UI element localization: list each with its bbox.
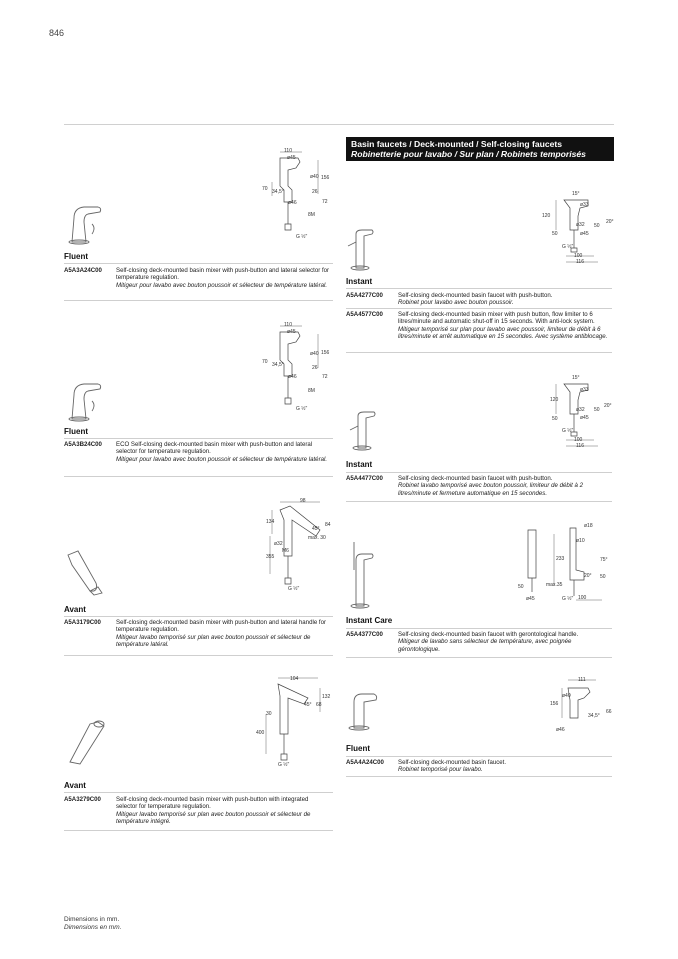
product-name: Instant xyxy=(346,460,373,469)
product-name: Instant xyxy=(346,277,373,286)
product-divider xyxy=(346,628,612,629)
dim-label: 50 xyxy=(518,584,524,590)
dim-label: 156 xyxy=(550,701,559,707)
product-row xyxy=(64,441,333,475)
footer-note-en: Dimensions in mm. xyxy=(64,916,120,923)
dim-label: 20° xyxy=(584,573,592,579)
section-header xyxy=(346,137,614,161)
dim-label: 15° xyxy=(572,375,580,381)
product-desc-en: Self-closing deck-mounted basin faucet with push-button. xyxy=(398,475,553,482)
product-divider xyxy=(64,792,333,793)
product-code: A5A3279C00 xyxy=(64,796,101,803)
product-divider xyxy=(346,308,612,309)
product-desc-fr: Robinet temporisé pour lavabo. xyxy=(398,766,483,774)
product-code: A5A4577C00 xyxy=(346,311,383,318)
product-desc-fr: Mitigeur lavabo temporisé sur plan avec bouton poussoir et sélecteur de température intégré. xyxy=(116,810,311,826)
section-title-en: Basin faucets / Deck-mounted / Self-closing faucets xyxy=(351,139,563,149)
product-name: Instant Care xyxy=(346,616,393,625)
dim-label: 45° xyxy=(304,702,312,708)
product-divider xyxy=(346,756,612,757)
dim-label: 20° xyxy=(606,219,614,225)
product-divider xyxy=(64,616,333,617)
product-desc-en: Self-closing deck-mounted basin mixer with push-button and lateral handle for temperature regulation. xyxy=(116,619,327,634)
dim-label: 8M xyxy=(308,212,315,218)
dim-label: 400 xyxy=(256,730,265,736)
dim-label: ø40 xyxy=(310,351,319,357)
product-code: A5A3179C00 xyxy=(64,619,101,626)
dim-label: 34,5° xyxy=(272,189,284,195)
technical-drawing-icon xyxy=(254,674,338,770)
dim-label: 50 xyxy=(600,574,606,580)
dim-label: G ½" xyxy=(562,428,574,434)
dim-label: ø45 xyxy=(580,415,589,421)
dim-label: 45° xyxy=(312,526,320,532)
dim-label: 116 xyxy=(576,443,584,449)
product-divider xyxy=(64,830,333,831)
technical-drawing-icon xyxy=(510,520,622,606)
dim-label: ø32 xyxy=(576,407,585,413)
product-desc-fr: Mitigeur lavabo temporisé sur plan avec bouton poussoir et sélecteur de température latéral. xyxy=(116,633,311,649)
product-row xyxy=(346,292,612,307)
product-name: Fluent xyxy=(346,744,370,753)
dim-label: 98 xyxy=(300,498,306,504)
dim-label: G ½" xyxy=(278,762,290,768)
dim-label: G ½" xyxy=(296,406,308,412)
product-row xyxy=(346,475,612,501)
faucet-illustration-icon xyxy=(64,718,110,766)
dim-label: 26 xyxy=(312,189,318,195)
dim-label: 116 xyxy=(576,259,584,265)
product-divider xyxy=(64,263,333,264)
product-desc-fr: Mitigeur de lavabo sans sélecteur de température, avec poignée gérontologique. xyxy=(398,638,572,653)
dim-label: 70 xyxy=(262,359,268,365)
product-divider xyxy=(346,472,612,473)
page-number: 846 xyxy=(49,28,65,38)
dim-label: G ½" xyxy=(562,596,574,602)
product-desc-fr: Mitigeur pour lavabo avec bouton poussoir et sélecteur de température latéral. xyxy=(116,455,328,463)
dim-label: 100 xyxy=(574,253,583,259)
product-divider xyxy=(64,476,333,477)
product-divider xyxy=(64,438,333,439)
top-divider xyxy=(64,124,614,125)
dim-label: 100 xyxy=(578,595,587,601)
dim-label: G ½" xyxy=(288,586,300,592)
product-desc-fr: Robinet lavabo temporisé avec bouton poussoir, limiteur de débit à 2 litres/minute et fermeture automatique en 15 secondes. xyxy=(398,482,583,497)
dim-label: 134 xyxy=(266,519,275,525)
dim-label: G ½" xyxy=(296,234,308,240)
dim-label: ø45 xyxy=(580,231,589,237)
dim-label: max.35 xyxy=(546,582,563,588)
technical-drawing-icon xyxy=(548,674,622,740)
dim-label: 8M xyxy=(308,388,315,394)
product-desc-fr: Mitigeur temporisé sur plan pour lavabo avec poussoir, limiteur de débit à 6 litres/minute et arrêt automatique en 15 secondes. Avec système antiblocage. xyxy=(398,325,608,341)
technical-drawing-icon xyxy=(536,370,622,452)
technical-drawing-icon xyxy=(258,320,338,412)
product-divider xyxy=(346,288,612,289)
faucet-illustration-icon xyxy=(62,547,108,597)
product-desc-en: Self-closing deck-mounted basin mixer with push-button with integrated selector for temperature regulation. xyxy=(116,796,309,811)
faucet-illustration-icon xyxy=(342,540,384,610)
product-row xyxy=(346,759,612,775)
technical-drawing-icon xyxy=(262,496,338,594)
dim-label: 156 xyxy=(321,350,330,356)
dim-label: ø45 xyxy=(287,155,296,161)
dim-label: 120 xyxy=(542,213,551,219)
dim-label: 72 xyxy=(322,374,328,380)
product-desc-fr: Mitigeur pour lavabo avec bouton poussoir et sélecteur de température latéral. xyxy=(116,281,328,289)
dim-label: 50 xyxy=(594,407,600,413)
footer-note xyxy=(64,916,121,932)
product-name: Fluent xyxy=(64,427,88,436)
product-divider xyxy=(346,501,612,502)
product-row xyxy=(346,311,612,351)
product-desc-en: Self-closing deck-mounted basin mixer with push button, flow limiter to 6 litres/minute and automatic shut-off in 15 seconds. With anti-lock system. xyxy=(398,311,595,326)
product-row xyxy=(64,619,333,653)
product-name: Avant xyxy=(64,605,86,614)
dim-label: ø32 xyxy=(274,541,283,547)
faucet-illustration-icon xyxy=(62,198,106,244)
dim-label: 233 xyxy=(556,556,565,562)
product-row xyxy=(346,631,612,657)
dim-label: 50 xyxy=(552,416,558,422)
product-divider xyxy=(346,657,612,658)
product-divider xyxy=(64,655,333,656)
dim-label: ø46 xyxy=(288,374,297,380)
dim-label: 120 xyxy=(550,397,559,403)
product-divider xyxy=(346,776,612,777)
product-code: A5A4A24C00 xyxy=(346,759,384,766)
dim-label: 100 xyxy=(574,437,583,443)
product-code: A5A4477C00 xyxy=(346,475,383,482)
product-code: A5A3B24C00 xyxy=(64,441,102,448)
section-title-fr: Robinetterie pour lavabo / Sur plan / Robinets temporisés xyxy=(351,149,586,159)
dim-label: ø40 xyxy=(310,174,319,180)
dim-label: 355 xyxy=(266,554,275,560)
dim-label: 70 xyxy=(262,186,268,192)
dim-label: ø46 xyxy=(288,200,297,206)
dim-label: 132 xyxy=(322,694,331,700)
faucet-illustration-icon xyxy=(62,375,106,421)
dim-label: 66 xyxy=(606,709,612,715)
dim-label: 34,5° xyxy=(272,362,284,368)
dim-label: 104 xyxy=(290,676,299,682)
dim-label: 111 xyxy=(578,677,586,683)
product-row xyxy=(64,267,333,299)
technical-drawing-icon xyxy=(536,186,622,266)
dim-label: ø33 xyxy=(580,387,589,393)
dim-label: ø32 xyxy=(576,222,585,228)
dim-label: 26 xyxy=(312,365,318,371)
dim-label: ø40 xyxy=(562,693,571,699)
dim-label: 50 xyxy=(552,231,558,237)
dim-label: ø45 xyxy=(526,596,535,602)
product-row xyxy=(64,796,333,830)
dim-label: 15° xyxy=(572,191,580,197)
dim-label: 84 xyxy=(325,522,331,528)
dim-label: 20° xyxy=(604,403,612,409)
dim-label: ø10 xyxy=(576,538,585,544)
dim-label: 156 xyxy=(321,175,330,181)
dim-label: 34,5° xyxy=(588,713,600,719)
product-desc-en: Self-closing deck-mounted basin faucet. xyxy=(398,759,507,766)
dim-label: G ½" xyxy=(562,244,574,250)
dim-label: 75° xyxy=(600,557,608,563)
dim-label: 68 xyxy=(316,702,322,708)
product-desc-en: Self-closing deck-mounted basin mixer with push-button and lateral selector for temperature regulation. xyxy=(116,267,330,282)
dim-label: ø33 xyxy=(580,202,589,208)
dim-label: 50 xyxy=(594,223,600,229)
product-code: A5A3A24C00 xyxy=(64,267,102,274)
dim-label: max. 30 xyxy=(308,535,326,541)
dim-label: ø46 xyxy=(556,727,565,733)
product-code: A5A4377C00 xyxy=(346,631,383,638)
product-desc-en: Self-closing deck-mounted basin faucet with gerontological handle. xyxy=(398,631,579,638)
dim-label: ø18 xyxy=(584,523,593,529)
dim-label: ø45 xyxy=(287,329,296,335)
faucet-illustration-icon xyxy=(344,408,384,452)
dim-label: M6 xyxy=(282,548,289,554)
product-divider xyxy=(346,352,612,353)
product-desc-en: ECO Self-closing deck-mounted basin mixer with push-button and lateral selector for temperature regulation. xyxy=(116,441,313,456)
technical-drawing-icon xyxy=(258,146,338,240)
product-name: Avant xyxy=(64,781,86,790)
product-desc-en: Self-closing deck-mounted basin faucet with push-button. xyxy=(398,292,553,299)
dim-label: 110 xyxy=(284,148,292,154)
faucet-illustration-icon xyxy=(342,226,382,270)
product-desc-fr: Robinet pour lavabo avec bouton poussoir. xyxy=(398,299,514,307)
footer-note-fr: Dimensions en mm. xyxy=(64,924,122,931)
dim-label: 30 xyxy=(266,711,272,717)
dim-label: 110 xyxy=(284,322,292,328)
product-name: Fluent xyxy=(64,252,88,261)
faucet-illustration-icon xyxy=(342,688,384,732)
product-divider xyxy=(64,300,333,301)
product-code: A5A4277C00 xyxy=(346,292,383,299)
dim-label: 72 xyxy=(322,199,328,205)
